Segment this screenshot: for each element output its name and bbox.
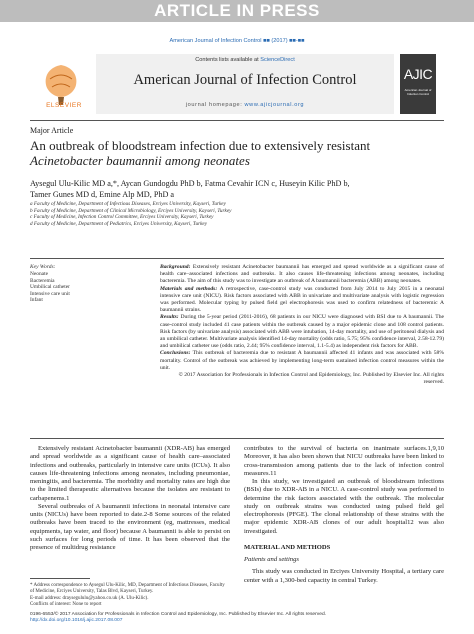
- ajic-logo-text: AJIC: [403, 66, 433, 82]
- author-list: Aysegul Ulu-Kilic MD a,*, Aycan Gundogdu PhD b, Fatma Cevahir ICN c, Huseyin Kilic PhD b, Tamer Gunes MD d, Emine Alp MD, PhD a: [30, 179, 350, 199]
- abstract: [160, 264, 444, 386]
- abstract-methods: Materials and methods: A retrospective, case-control study was conducted from July 2014 to July 2015 in a neonatal intensive care unit (NICU). Risk factors associated with ABB in univariate and multivariate analysis with logistic regression was performed. Molecular typing by pulsed field gel electrophoresis was used to confirm relatedness of bacteremic A baumannii strains.: [160, 285, 445, 314]
- keywords-list: [30, 271, 140, 304]
- keyword-item: Umbilical catheter: [30, 284, 70, 291]
- keyword-item: Intensive care unit: [30, 290, 70, 297]
- abstract-divider: [30, 438, 444, 439]
- journal-homepage: journal homepage: www.ajicjournal.org: [185, 102, 305, 108]
- keywords-heading: Key Words:: [30, 264, 56, 270]
- abstract-copyright: © 2017 Association for Professionals in Infection Control and Epidemiology, Inc. Published by Elsevier Inc. All rights reserved.: [178, 372, 444, 386]
- body-paragraph: In this study, we investigated an outbreak of bloodstream infections (BSIs) due to XDR-AB in a NICU. A case-control study was performed to determine the risk factors associated with the outbreak. The molecular study on outbreak strains was conducted using pulsed field gel electrophoresis (PFGE). The clonal relationship of these strains with the major epidemic XDR-AB clones of our adult hospital12 was also investigated.: [244, 478, 444, 535]
- affiliation-item: a Faculty of Medicine, Department of Infectious Diseases, Erciyes University, Kayseri, Turkey: [30, 201, 226, 207]
- body-paragraph: Several outbreaks of A baumannii infections in neonatal intensive care units (NICUs) have been reported to date.2-8 Some sources of the related outbreaks have been traced to the environment (eg, mattresses, medical equipments, tap water, and floor) because A baumannii is able to persist on such surfaces for long periods of time. It has been observed that the presence of multidrug resistance: [30, 502, 230, 551]
- affiliation-item: c Faculty of Medicine, Infection Control Committee, Erciyes University, Kayseri, Turkey: [30, 214, 214, 221]
- body-right-column: [244, 445, 444, 585]
- footnotes: [30, 583, 230, 609]
- keyword-item: Bacteremia: [30, 277, 55, 284]
- article-type: Major Article: [30, 126, 74, 135]
- masthead-divider: [30, 120, 444, 121]
- article-info-divider: [30, 258, 444, 259]
- masthead-center: [96, 54, 394, 114]
- sciencedirect-link[interactable]: ScienceDirect: [260, 57, 295, 63]
- body-paragraph: This study was conducted in Erciyes University Hospital, a tertiary care center with a 1,300-bed capacity in central Turkey.: [244, 568, 444, 584]
- abstract-background: Background: Extensively resistant Acinetobacter baumannii has emerged and spread worldwide as a significant cause of health care–associated infections and outbreaks. It also causes life-threatening infections among neonates, including bacteremia. The aim of this study was to investigate an outbreak of A baumannii bacteremia (ABB) among neonates.: [160, 264, 444, 285]
- abstract-conclusions: Conclusions: This outbreak of bacteremia due to resistant A baumannii affected 41 infants and was associated with 58% mortality. Control of the outbreak was achieved by implementing long-term sustained infection control measures within the unit.: [160, 350, 444, 371]
- publisher-name: ELSEVIER: [46, 102, 82, 109]
- body-paragraph: contributes to the survival of bacteria on inanimate surfaces.1,9,10 Moreover, it has also been shown that NICU outbreaks have been linked to cross-transmission among patients due to the lack of infection control measures.11: [244, 445, 444, 477]
- affiliation-item: b Faculty of Medicine, Department of Clinical Microbiology, Erciyes University, Kayseri, Turkey: [30, 207, 232, 214]
- subsection-heading: Patients and settings: [244, 556, 299, 563]
- abstract-results: Results: During the 5-year period (2011-2016), 68 patients in our NICU were diagnosed with BSI due to A baumannii. The case-control study included 41 case patients within the outbreak caused by a major epidemic clone and 108 control patients. Risk factors (by univariate analysis) associated with ABB were intubation, 14-day mortality, and use of peritoneal dialysis and an umbilical catheter. Multivariate analysis identified 14-day mortality (odds ratio, 5.75; 95% confidence interval, 2.58-12.79) and umbilical catheter use (odds ratio, 2.44; 95% confidence interval, 1.1-5.4) as independent risk factors for ABB.: [160, 314, 444, 350]
- affiliation-item: d Faculty of Medicine, Department of Pediatrics, Erciyes University, Kayseri, Turkey: [30, 220, 208, 227]
- citation-line[interactable]: American Journal of Infection Control ■■ (2017) ■■-■■: [169, 38, 305, 44]
- page-footer: [30, 612, 444, 624]
- footnote-divider: [30, 578, 90, 579]
- doi-link[interactable]: http://dx.doi.org/10.1016/j.ajic.2017.08.007: [30, 618, 123, 624]
- keyword-item: Infant: [30, 297, 43, 304]
- footnote-email[interactable]: E-mail address: draysegululu@yahoo.co.uk (A. Ulu-Kilic).: [30, 595, 149, 601]
- affiliations: [30, 201, 444, 227]
- footnote-item: * Address correspondence to Aysegul Ulu-Kilic, MD, Department of Infectious Diseases, Faculty of Medicine, Erciyes University, Talas Blvd, Kayseri, Turkey.: [30, 583, 225, 595]
- ajic-logo-subtext: American Journal of Infection Control: [404, 88, 432, 96]
- ajic-journal-logo: [400, 54, 436, 114]
- section-heading: MATERIAL AND METHODS: [244, 543, 331, 551]
- issn-copyright: 0196-6553/© 2017 Association for Professionals in Infection Control and Epidemiology, Inc. Published by Elsevier Inc. All rights reserved.: [30, 612, 327, 617]
- article-in-press-banner: ARTICLE IN PRESS: [0, 0, 474, 22]
- keyword-item: Neonate: [30, 271, 48, 277]
- journal-masthead: [38, 54, 436, 118]
- contents-line: Contents lists available at ScienceDirect: [195, 57, 295, 63]
- body-left-column: [30, 445, 230, 552]
- article-title: An outbreak of bloodstream infection due to extensively resistant Acinetobacter baumannii among neonates: [30, 138, 371, 168]
- journal-title: American Journal of Infection Control: [133, 72, 357, 88]
- footnote-item: Conflicts of interest: None to report: [30, 602, 102, 608]
- body-paragraph: Extensively resistant Acinetobacter baumannii (XDR-AB) has emerged and spread worldwide as a significant cause of health care–associated infections and outbreaks, particularly in intensive care units (ICUs). It also causes life-threatening infections among neonates, including pneumoniae, meningitis, and bacteremia. The morbidity and mortality rates are high due to the limited therapeutic alternatives because the isolates are resistant to carbapenems.1: [30, 445, 230, 502]
- homepage-link[interactable]: www.ajicjournal.org: [244, 102, 305, 108]
